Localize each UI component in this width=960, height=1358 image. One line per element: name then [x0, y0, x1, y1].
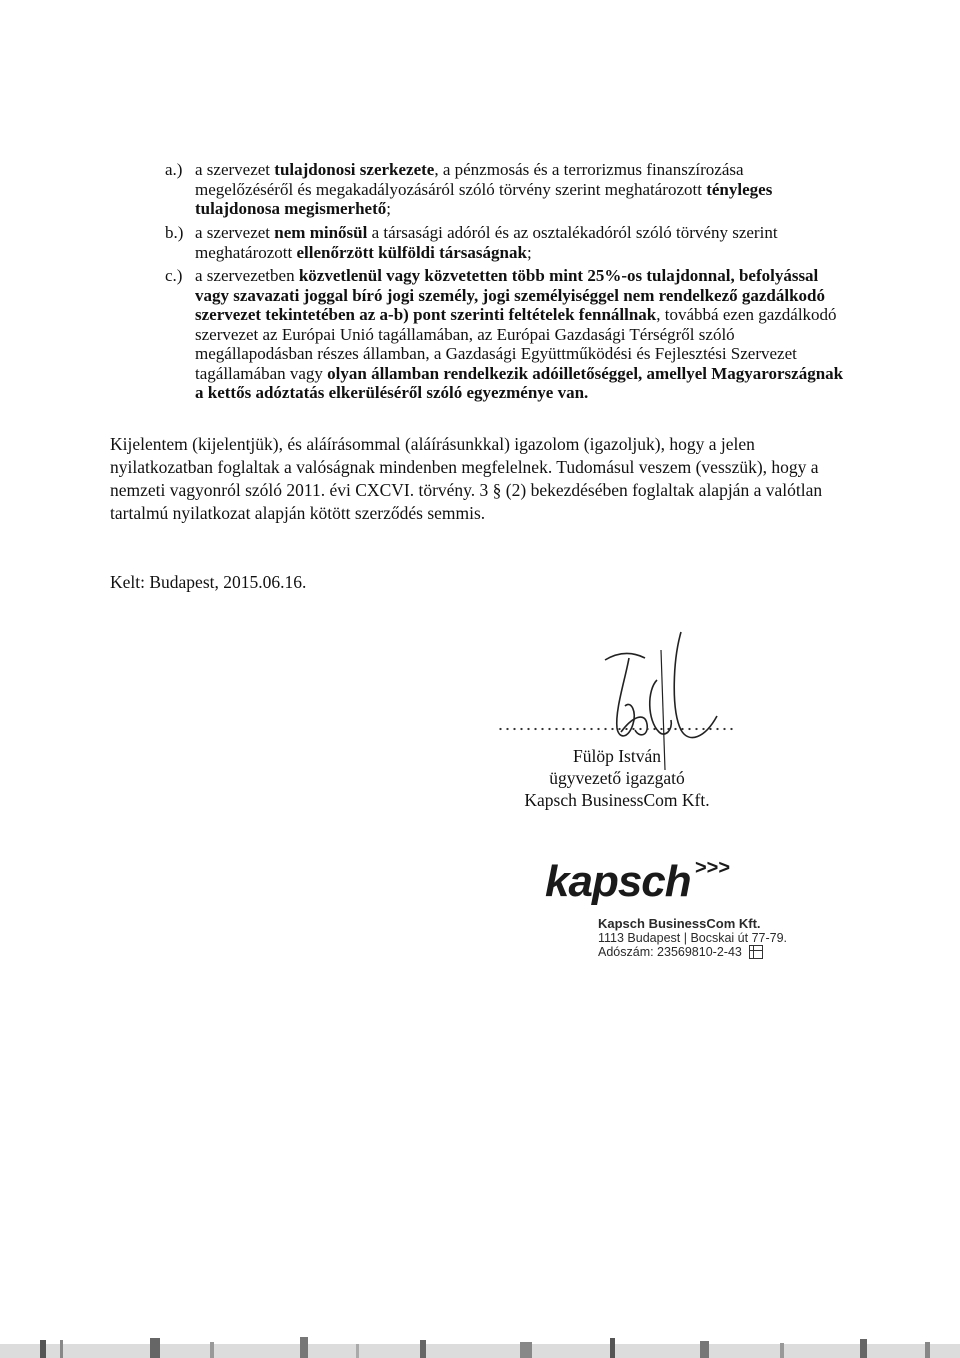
clause-bold-part: olyan államban rendelkezik adóilletőséggel, amellyel Magyarországnak a kettős adóztatás elkerüléséről szóló egyezménye van.	[195, 363, 844, 402]
clause-text	[195, 223, 845, 262]
clause-bold-part: tényleges tulajdonosa megismerhető	[195, 179, 773, 218]
kapsch-logo	[545, 850, 775, 910]
clause-bold-part: közvetlenül vagy közvetetten több mint 25%-os tulajdonnal, befolyással vagy szavazati joggal bíró jogi személy, jogi személyiséggel nem rendelkező gazdálkodó szervezet tekintetében az a-b) pont szerinti feltételek fennállnak	[195, 266, 826, 324]
stamp-company: Kapsch BusinessCom Kft.	[598, 916, 761, 931]
clause-part: a társasági adóról és az osztalékadóról szóló törvény szerint meghatározott	[195, 223, 778, 262]
signature-dotted-line	[497, 727, 737, 731]
clause-part: , továbbá ezen gazdálkodó szervezet az Európai Unió tagállamában, az Európai Gazdasági Térségről szóló megállapodásban részes államban, a Gazdasági Együttműködési és Fejlesztési Szervezet tagállamában vagy	[195, 305, 837, 383]
stamp-tax-id: Adószám: 23569810-2-43	[598, 945, 742, 959]
clause-part: a szervezet	[195, 223, 275, 242]
logo-wordmark: kapsch	[545, 857, 691, 906]
stamp-mark-icon	[749, 945, 763, 959]
clause-part: a szervezet	[195, 160, 275, 179]
clause-bold-part: ellenőrzött külföldi társaságnak	[296, 242, 527, 262]
scan-edge-artifact	[0, 1322, 960, 1358]
clause-part: a szervezetben	[195, 266, 299, 285]
logo-arrows: >>>	[695, 857, 731, 879]
clause-marker: c.)	[165, 266, 183, 285]
date-line: Kelt: Budapest, 2015.06.16.	[110, 572, 307, 592]
clause-bold-part: tulajdonosi szerkezete	[274, 160, 435, 179]
clause-bold-part: nem minősül	[274, 223, 368, 242]
clause-text	[195, 160, 845, 219]
clause-marker: b.)	[165, 223, 184, 242]
signer-name: Fülöp István	[573, 746, 661, 766]
declaration-paragraph: Kijelentem (kijelentjük), és aláírásommal (aláírásunkkal) igazolom (igazoljuk), hogy a jelen nyilatkozatban foglaltak a valóságnak mindenben megfelelnek. Tudomásul veszem (vesszük), hogy a nemzeti vagyonról szóló 2011. évi CXCVI. törvény. 3 § (2) bekezdésében foglaltak alapján a valótlan tartalmú nyilatkozat alapján kötött szerződés semmis.	[110, 434, 823, 523]
clause-text	[195, 266, 845, 403]
clause-marker: a.)	[165, 160, 183, 179]
clause-part: , a pénzmosás és a terrorizmus finanszírozása megelőzéséről és megakadályozásáról szóló törvény szerint meghatározott	[195, 160, 744, 199]
signer-role: ügyvezető igazgató	[549, 768, 685, 788]
signer-company: Kapsch BusinessCom Kft.	[524, 790, 710, 810]
clause-part: ;	[386, 199, 391, 218]
stamp-address: 1113 Budapest | Bocskai út 77-79.	[598, 931, 788, 945]
clause-part: ;	[526, 242, 532, 262]
